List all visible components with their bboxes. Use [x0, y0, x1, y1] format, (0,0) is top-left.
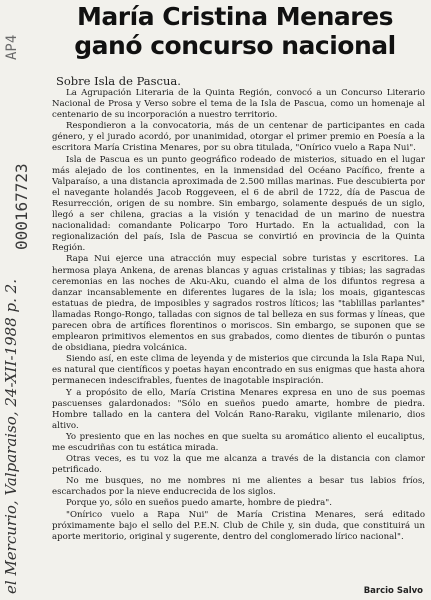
- headline-line-2: ganó concurso nacional: [74, 31, 396, 60]
- paragraph: Isla de Pascua es un punto geográfico rodeado de misterios, situado en el lugar más alejado de los continentes, en la inmensidad del Océano Pacífico, frente a Valparaíso, a una distancia aproximada de 2.500 millas marinas. Fue descubierta por el navegante holandés Jacob Roggeveen, el 6 de abril de 1722, día de Pascua de Resurrección, origen de su nombre. Sin embargo, solamente después de un siglo, llegó a ser chilena, gracias a la visión y tenacidad de un marino de nuestra nacionalidad: comandante Policarpo Toro Hurtado. En la actualidad, con la regionalización del país, Isla de Pascua se convirtió en provincia de la Quinta Región.: [52, 154, 425, 254]
- paragraph: Respondieron a la convocatoria, más de un centenar de participantes en cada género, y el jurado acordó, por unanimidad, otorgar el primer premio en Poesía a la escritora María Cristina Menares, por su obra titulada, "Onírico vuelo a Rapa Nui".: [52, 121, 425, 154]
- paragraph: Y a propósito de ello, María Cristina Menares expresa en uno de sus poemas pascuenses galardonados: "Sólo en sueños puedo amarte, hombre de piedra. Hombre tallado en la cantera del Volcán Rano-Raraku, vigilante milenario, dios altivo.: [52, 387, 425, 431]
- paragraph: Otras veces, es tu voz la que me alcanza a través de la distancia con clamor petrificado.: [52, 454, 425, 476]
- subhead: Sobre Isla de Pascua.: [56, 74, 181, 88]
- byline: Barcio Salvo: [363, 586, 423, 596]
- handwritten-source-note: el Mercurio, Valparaiso, 24-XII-1988 p. 2.: [2, 279, 20, 594]
- corner-code: AP4: [4, 34, 20, 60]
- headline-line-1: María Cristina Menares: [77, 2, 393, 31]
- archive-code: 000167723: [12, 163, 31, 250]
- paragraph: Yo presiento que en las noches en que suelta su aromático aliento el eucaliptus, me escudriñas con tu estática mirada.: [52, 431, 425, 453]
- headline: [50, 2, 420, 60]
- paragraph: "Onírico vuelo a Rapa Nui" de María Cristina Menares, será editado próximamente bajo el sello del P.E.N. Club de Chile y, sin duda, que constituirá un aporte meritorio, original y sugerente, dentro del conglomerado lírico nacional".: [52, 509, 425, 542]
- paragraph: La Agrupación Literaria de la Quinta Región, convocó a un Concurso Literario Nacional de Prosa y Verso sobre el tema de la Isla de Pascua, como un homenaje al centenario de su incorporación a nuestro territorio.: [52, 88, 425, 121]
- paragraph: No me busques, no me nombres ni me alientes a besar tus labios fríos, escarchados por la nieve enducrecida de los siglos.: [52, 476, 425, 498]
- paragraph: Rapa Nui ejerce una atracción muy especial sobre turistas y escritores. La hermosa playa Ankena, de arenas blancas y aguas cristalinas y tibias; las sagradas ceremonias en las noches de Aku-Aku, cuando el alma de los difuntos regresa a danzar incansablemente en diferentes lugares de la isla; los moais, gigantescas estatuas de piedra, de imposibles y sagrados rostros líticos; las "tablillas parlantes" llamadas Rongo-Rongo, talladas con signos de tal belleza en sus formas y líneas, que parecen obra de artífices florentinos o moriscos. Sin embargo, se suponen que se emplearon primitivos elementos en sus grabados, como dientes de tiburón o puntas de obsidiana, piedra volcánica.: [52, 254, 425, 354]
- article-body: [52, 88, 425, 584]
- paragraph: Porque yo, sólo en sueños puedo amarte, hombre de piedra".: [66, 498, 332, 509]
- paragraph: Siendo así, en este clima de leyenda y de misterios que circunda la Isla Rapa Nui, es natural que científicos y poetas hayan encontrado en sus enigmas que hasta ahora permanecen indescifrables, fuentes de inagotable inspiración.: [52, 354, 425, 387]
